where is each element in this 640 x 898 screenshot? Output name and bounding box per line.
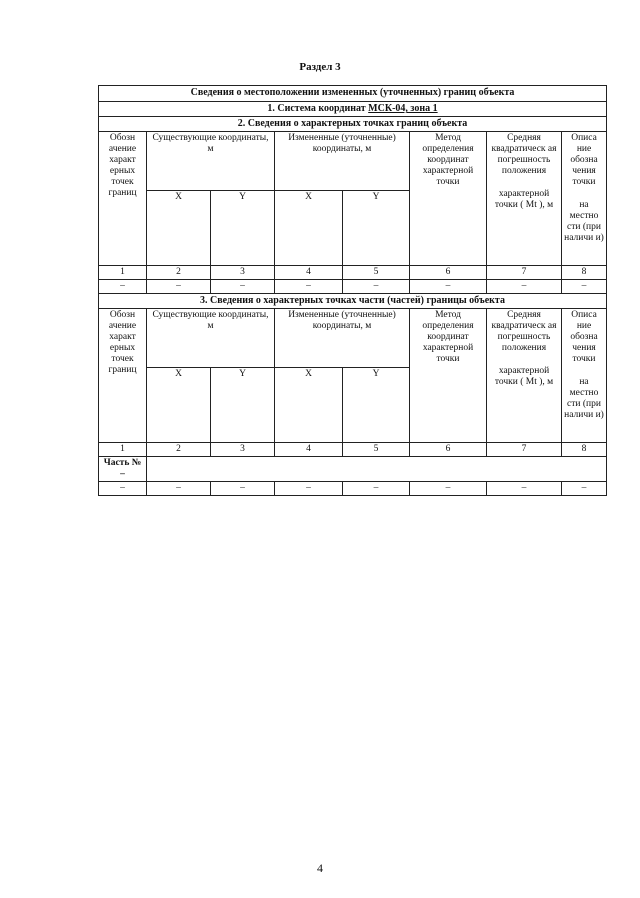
description-header-top: Описа ние обозна чения точки (570, 310, 598, 364)
existing-coords-header: Существующие координаты, м (147, 309, 275, 368)
column-number: 4 (275, 266, 343, 280)
block1-heading: 2. Сведения о характерных точках границ объекта (99, 117, 607, 132)
column-number: 8 (562, 266, 607, 280)
column-number: 1 (99, 266, 147, 280)
empty-cell: – (99, 482, 147, 496)
point-designation-header: Обозн ачение характ ерных точек границ (99, 132, 147, 266)
existing-x-header: X (147, 191, 211, 266)
column-number: 2 (147, 443, 211, 457)
accuracy-header-bottom: характерной точки ( Mt ), м (494, 366, 554, 387)
column-number-row (99, 443, 607, 457)
changed-coords-header: Измененные (уточненные) координаты, м (275, 309, 410, 368)
changed-x-header: X (275, 368, 343, 443)
column-number-row (99, 266, 607, 280)
page-number: 4 (317, 861, 323, 875)
block2-heading: 3. Сведения о характерных точках части (частей) границы объекта (99, 294, 607, 309)
changed-coords-header: Измененные (уточненные) координаты, м (275, 132, 410, 191)
part-label-spacer (147, 457, 607, 482)
column-number: 6 (410, 266, 487, 280)
empty-cell: – (275, 280, 343, 294)
empty-cell: – (410, 280, 487, 294)
changed-x-header: X (275, 191, 343, 266)
accuracy-header (487, 309, 562, 443)
accuracy-header-top: Средняя квадратическ ая погрешность положения (491, 133, 557, 176)
column-number: 5 (343, 266, 410, 280)
column-number: 3 (211, 443, 275, 457)
empty-cell: – (562, 280, 607, 294)
column-number: 1 (99, 443, 147, 457)
description-header-top: Описа ние обозна чения точки (570, 133, 598, 187)
accuracy-header (487, 132, 562, 266)
coordinate-system-label: 1. Система координат (267, 103, 366, 114)
table-row (99, 482, 607, 496)
column-number: 7 (487, 443, 562, 457)
part-label: Часть № – (99, 457, 147, 482)
section-title: Раздел 3 (299, 61, 341, 73)
point-designation-header: Обозн ачение характ ерных точек границ (99, 309, 147, 443)
description-header (562, 309, 607, 443)
column-number: 4 (275, 443, 343, 457)
column-number: 8 (562, 443, 607, 457)
changed-y-header: Y (343, 191, 410, 266)
coordinate-system-row (99, 102, 607, 117)
changed-y-header: Y (343, 368, 410, 443)
existing-y-header: Y (211, 368, 275, 443)
empty-cell: – (147, 482, 211, 496)
description-header (562, 132, 607, 266)
empty-cell: – (211, 280, 275, 294)
description-header-bottom: на местно сти (при наличи и) (564, 200, 604, 243)
empty-cell: – (343, 280, 410, 294)
table-title: Сведения о местоположении измененных (уточненных) границ объекта (99, 86, 607, 102)
empty-cell: – (99, 280, 147, 294)
column-number: 5 (343, 443, 410, 457)
empty-cell: – (410, 482, 487, 496)
existing-x-header: X (147, 368, 211, 443)
column-number: 6 (410, 443, 487, 457)
column-number: 7 (487, 266, 562, 280)
accuracy-header-top: Средняя квадратическ ая погрешность положения (491, 310, 557, 353)
method-header: Метод определения координат характерной точки (410, 309, 487, 443)
boundary-table (98, 85, 607, 496)
coordinate-system-value: МСК-04, зона 1 (368, 103, 438, 114)
empty-cell: – (211, 482, 275, 496)
empty-cell: – (562, 482, 607, 496)
method-header: Метод определения координат характерной точки (410, 132, 487, 266)
empty-cell: – (487, 482, 562, 496)
empty-cell: – (147, 280, 211, 294)
column-number: 3 (211, 266, 275, 280)
accuracy-header-bottom: характерной точки ( Mt ), м (494, 189, 554, 210)
empty-cell: – (275, 482, 343, 496)
empty-cell: – (487, 280, 562, 294)
description-header-bottom: на местно сти (при наличи и) (564, 377, 604, 420)
existing-coords-header: Существующие координаты, м (147, 132, 275, 191)
empty-cell: – (343, 482, 410, 496)
existing-y-header: Y (211, 191, 275, 266)
table-row (99, 280, 607, 294)
column-number: 2 (147, 266, 211, 280)
